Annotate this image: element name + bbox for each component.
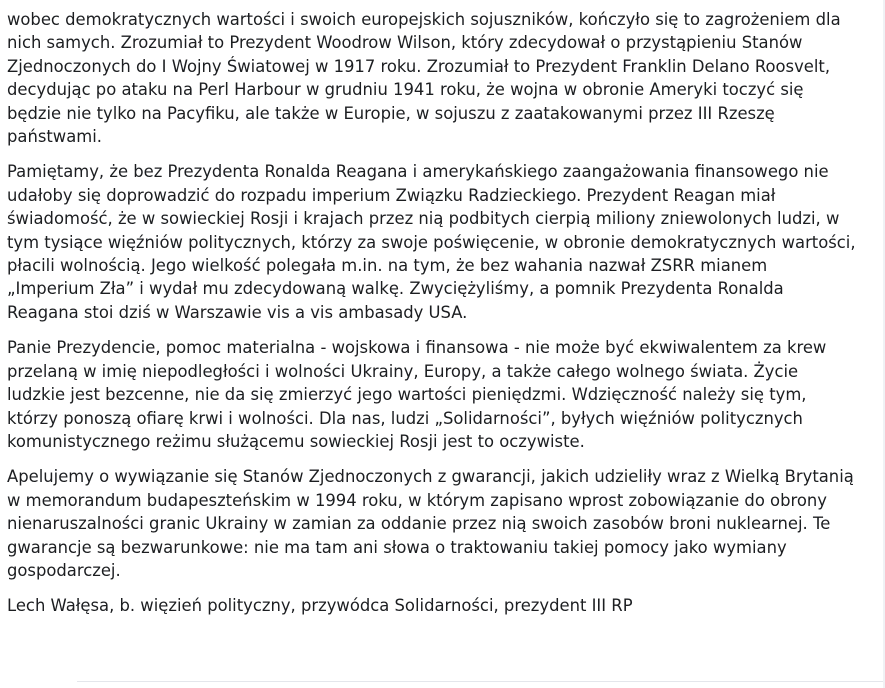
text-line: udałoby się doprowadzić do rozpadu imperium Związku Radzieckiego. Prezydent Reagan miał: [7, 185, 776, 205]
paragraph-1: [7, 8, 885, 148]
text-line: gospodarczej.: [7, 560, 121, 580]
text-line: płacili wolnością. Jego wielkość polegała m.in. na tym, że bez wahania nazwał ZSRR mianem: [7, 256, 768, 276]
text-line: którzy ponoszą ofiarę krwi i wolności. Dla nas, ludzi „Solidarności”, byłych więźniów politycznych: [7, 408, 803, 428]
text-line: nich samych. Zrozumiał to Prezydent Woodrow Wilson, który zdecydował o przystąpieniu Stanów: [7, 33, 803, 53]
text-line: wobec demokratycznych wartości i swoich europejskich sojuszników, kończyło się to zagrożeniem dla: [7, 10, 841, 29]
paragraph-2: [7, 160, 885, 324]
signature-line: Lech Wałęsa, b. więzień polityczny, przywódca Solidarności, prezydent III RP: [7, 596, 633, 616]
post-body: [7, 8, 885, 630]
text-line: Panie Prezydencie, pomoc materialna - wojskowa i finansowa - nie może być ekwiwalentem za krew: [7, 338, 827, 358]
text-line: w memorandum budapeszteńskim w 1994 roku, w którym zapisano wprost zobowiązanie do obrony: [7, 490, 827, 510]
text-line: Apelujemy o wywiązanie się Stanów Zjednoczonych z gwarancji, jakich udzieliły wraz z Wielką Brytanią: [7, 467, 854, 487]
text-line: decydując po ataku na Perl Harbour w grudniu 1941 roku, że wojna w obronie Ameryki toczyć się: [7, 80, 804, 100]
signature-paragraph: [7, 594, 885, 617]
bottom-divider: [77, 681, 885, 682]
text-line: ludzkie jest bezcenne, nie da się zmierzyć jego wartości pieniędzmi. Wdzięczność należy się tym,: [7, 385, 807, 405]
paragraph-3: [7, 336, 885, 453]
text-line: nienaruszalności granic Ukrainy w zamian za oddanie przez nią swoich zasobów broni nuklearnej. Te: [7, 514, 831, 534]
text-line: świadomość, że w sowieckiej Rosji i krajach przez nią podbitych cierpią miliony zniewolonych ludzi, w: [7, 209, 840, 229]
text-line: gwarancje są bezwarunkowe: nie ma tam ani słowa o traktowaniu takiej pomocy jako wymiany: [7, 537, 787, 557]
text-line: przelaną w imię niepodległości i wolności Ukrainy, Europy, a także całego wolnego świata. Życie: [7, 361, 799, 381]
text-line: tym tysiące więźniów politycznych, którzy za swoje poświęcenie, w obronie demokratycznych wartości,: [7, 232, 856, 252]
text-line: Reagana stoi dziś w Warszawie vis a vis ambasady USA.: [7, 302, 468, 322]
text-line: będzie nie tylko na Pacyfiku, ale także w Europie, w sojuszu z zaatakowanymi przez III Rzeszę: [7, 103, 775, 123]
text-line: „Imperium Zła” i wydał mu zdecydowaną walkę. Zwyciężyliśmy, a pomnik Prezydenta Ronalda: [7, 279, 784, 299]
paragraph-4: [7, 465, 885, 582]
text-line: Pamiętamy, że bez Prezydenta Ronalda Reagana i amerykańskiego zaangażowania finansowego nie: [7, 162, 829, 182]
text-line: komunistycznego reżimu służącemu sowieckiej Rosji jest to oczywiste.: [7, 431, 585, 451]
text-line: państwami.: [7, 127, 102, 147]
text-line: Zjednoczonych do I Wojny Światowej w 1917 roku. Zrozumiał to Prezydent Franklin Delano Roosvelt,: [7, 56, 831, 76]
